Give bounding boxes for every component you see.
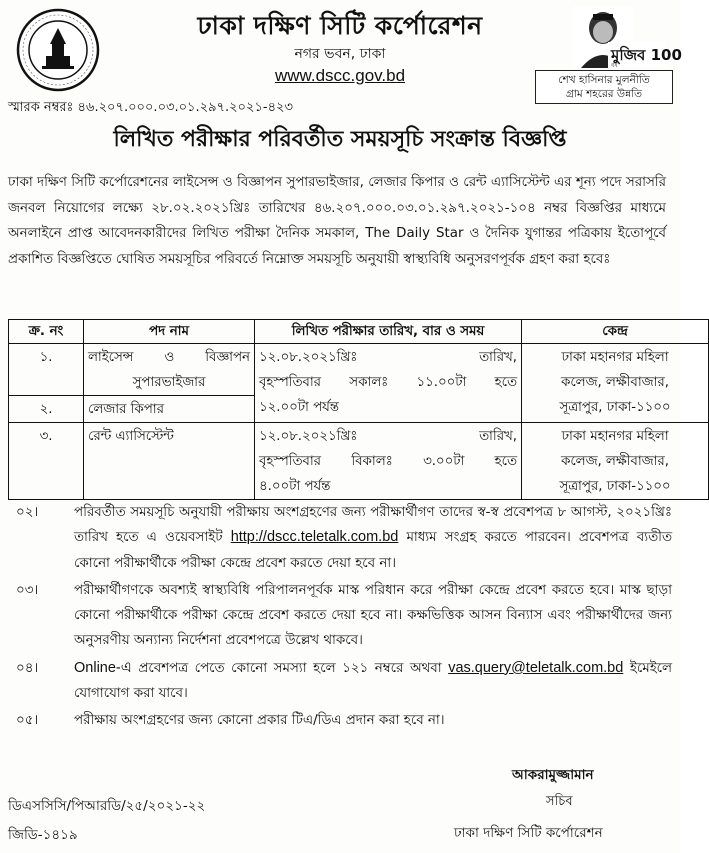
signatory-title: সচিব: [546, 794, 573, 809]
date-line: ১২.০৮.২০২১খ্রিঃ তারিখ,: [259, 350, 517, 365]
date-line: বৃহস্পতিবার বিকালঃ ৩.০০টা হতে: [259, 454, 517, 469]
col-header-serial: ক্র. নং: [9, 320, 84, 344]
memo-number: স্মারক নম্বরঃ ৪৬.২০৭.০০০.০৩.০১.২৯৭.২০২১-৪২৩: [8, 100, 293, 115]
instruction-list: [8, 500, 672, 736]
slogan-line-2: গ্রাম শহরের উন্নতি: [566, 88, 642, 100]
online-label: Online-এ: [74, 659, 132, 676]
table-header-row: [9, 320, 709, 344]
center-cell: [522, 423, 709, 500]
post-cell: লেজার কিপার: [84, 396, 255, 423]
table-row: [9, 344, 709, 396]
instruction-item: [8, 500, 672, 576]
mujib-badge-subtext: বর্ষ: [611, 62, 618, 69]
date-cell: [255, 344, 522, 423]
center-line: ঢাকা মহানগর মহিলা: [561, 350, 669, 365]
serial-cell: ১.: [9, 344, 84, 396]
item-number: ০২।: [16, 505, 39, 520]
instruction-item: [8, 656, 672, 707]
instruction-item: [8, 708, 672, 733]
admit-card-link[interactable]: http://dscc.teletalk.com.bd: [230, 529, 399, 546]
org-name: ঢাকা দক্ষিণ সিটি কর্পোরেশন: [197, 11, 483, 40]
item-text: ইমেইলে যোগাযোগ করা যাবে।: [74, 660, 673, 702]
mujib-badge-text: মুজিব 100: [611, 46, 682, 64]
center-line: সূত্রাপুর, ঢাকা-১১০০: [559, 479, 671, 494]
dg-code: জিডি-১৪১৯: [8, 827, 78, 843]
mujib-badge-box: [535, 6, 682, 100]
item-number: ০৫।: [16, 713, 39, 729]
item-text: পরীক্ষার্থীগণকে অবশ্যই স্বাস্থ্যবিধি পরিপালনপূর্বক মাস্ক পরিধান করে পরীক্ষা কেন্দ্রে প্রবেশ করতে হবে। মাস্ক ছাড়া কোনো পরীক্ষার্থীকে পরীক্ষা কেন্দ্রে প্রবেশ করতে দেয়া হবে না। কক্ষভিত্তিক আসন বিন্যাস এবং পরীক্ষার্থীদের জন্য অনুসরণীয় অন্যান্য নির্দেশনা প্রবেশপত্রে উল্লেখ থাকবে।: [74, 582, 672, 649]
item-text: পরিবর্তীত সময়সূচি অনুযায়ী পরীক্ষায় অংশগ্রহণের জন্য পরীক্ষার্থীগণ তাদের স্ব-স্ব প্রবেশপত্র ৮ আগস্ট, ২০২১খ্রিঃ তারিখ হতে এ ওয়েবসাইট: [74, 505, 672, 546]
post-line: সুপারভাইজার: [132, 375, 206, 390]
website-link[interactable]: www.dscc.gov.bd: [274, 66, 406, 85]
serial-cell: ২.: [9, 396, 84, 423]
signatory-name: আকরামুজ্জামান: [512, 767, 594, 783]
date-cell: [255, 423, 522, 500]
post-line: লাইসেন্স ও বিজ্ঞাপন: [88, 350, 250, 365]
slogan-line-1: শেখ হাসিনার মুলনীতি: [558, 74, 650, 86]
notice-title: লিখিত পরীক্ষার পরিবর্তীত সময়সূচি সংক্রান্ত বিজ্ঞপ্তি: [113, 127, 567, 152]
date-line: ৪.০০টা পর্যন্ত: [259, 479, 331, 494]
col-header-date: লিখিত পরীক্ষার তারিখ, বার ও সময়: [255, 320, 522, 344]
item-text: পরীক্ষায় অংশগ্রহণের জন্য কোনো প্রকার টিএ/ডিএ প্রদান করা হবে না।: [74, 713, 445, 729]
table-row: [9, 423, 709, 500]
col-header-center: কেন্দ্র: [522, 320, 709, 344]
center-cell: [522, 344, 709, 423]
signatory-org: ঢাকা দক্ষিণ সিটি কর্পোরেশন: [454, 825, 603, 841]
item-text: মাধ্যম সংগ্রহ করতে পারবেন। প্রবেশপত্র ব্যতীত কোনো পরীক্ষার্থীকে পরীক্ষা কেন্দ্রে প্রবেশ করতে দেয়া হবে না।: [74, 530, 672, 571]
support-email-link[interactable]: vas.query@teletalk.com.bd: [448, 659, 624, 676]
center-line: ঢাকা মহানগর মহিলা: [561, 429, 669, 444]
slogan-box: [535, 70, 673, 104]
center-line: সূত্রাপুর, ঢাকা-১১০০: [559, 400, 671, 415]
post-cell: রেন্ট এ্যাসিস্টেন্ট: [84, 423, 255, 500]
instruction-item: [8, 578, 672, 654]
intro-paragraph: ঢাকা দক্ষিণ সিটি কর্পোরেশনের লাইসেন্স ও বিজ্ঞাপন সুপারভাইজার, লেজার কিপার ও রেন্ট এ্যাসিস্টেন্ট এর শূন্য পদে সরাসরি জনবল নিয়োগের লক্ষ্যে ২৮.০২.২০২১খ্রিঃ তারিখের ৪৬.২০৭.০০০.০৩.০১.২৯৭.২০২১-১০৪ নম্বর বিজ্ঞপ্তির মাধ্যমে অনলাইনে প্রাপ্ত আবেদনকারীদের লিখিত পরীক্ষা দৈনিক সমকাল, The Daily Star ও দৈনিক যুগান্তর পত্রিকায় ইতোপূর্বে প্রকাশিত বিজ্ঞপ্তিতে ঘোষিত সময়সূচির পরিবর্তে নিম্নোক্ত সময়সূচি অনুযায়ী স্বাস্থ্যবিধি অনুসরণপূর্বক গ্রহণ করা হবেঃ: [8, 175, 666, 267]
center-line: কলেজ, লক্ষীবাজার,: [561, 375, 669, 390]
exam-schedule-table: [8, 319, 709, 500]
serial-cell: ৩.: [9, 423, 84, 500]
col-header-post: পদ নাম: [84, 320, 255, 344]
item-number: ০৪।: [16, 660, 39, 676]
date-line: বৃহস্পতিবার সকালঃ ১১.০০টা হতে: [259, 375, 517, 390]
office-address: নগর ভবন, ঢাকা: [294, 46, 386, 62]
date-line: ১২.০০টা পর্যন্ত: [259, 400, 339, 415]
reference-code: ডিএসসিসি/পিআরডি/২৫/২০২১-২২: [8, 798, 206, 814]
center-line: কলেজ, লক্ষীবাজার,: [561, 454, 669, 469]
post-cell: [84, 344, 255, 396]
date-line: ১২.০৮.২০২১খ্রিঃ তারিখ,: [259, 429, 517, 444]
item-text: প্রবেশপত্র পেতে কোনো সমস্যা হলে ১২১ নম্বরে অথবা: [138, 660, 442, 676]
mujib-100-icon: [608, 42, 682, 69]
item-number: ০৩।: [16, 582, 39, 598]
